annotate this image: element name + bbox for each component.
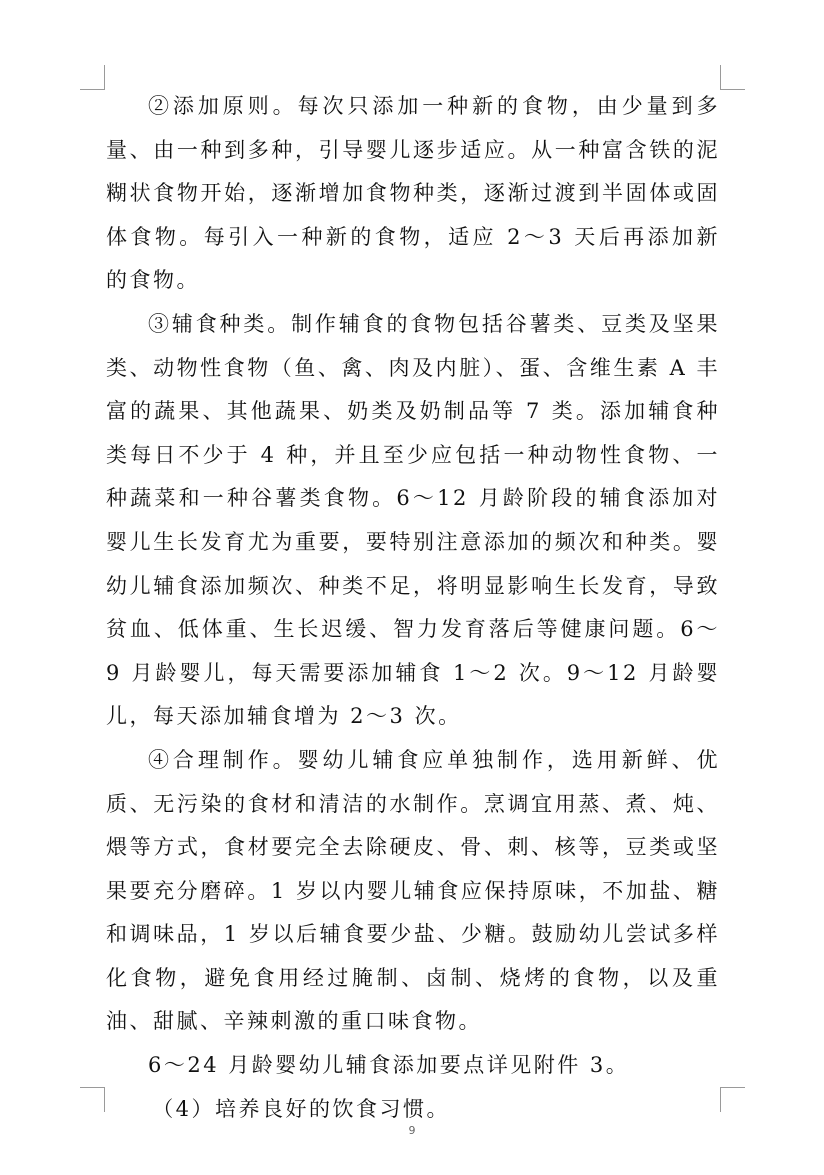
crop-mark-top-right	[720, 65, 745, 90]
crop-mark-bottom-left	[80, 1087, 105, 1112]
section-heading-eating-habits: （4）培养良好的饮食习惯。	[152, 1096, 451, 1121]
paragraph-appendix-reference: 6～24 月龄婴幼儿辅食添加要点详见附件 3。	[148, 1053, 630, 1078]
crop-mark-bottom-right	[720, 1087, 745, 1112]
paragraph-preparation: ④合理制作。婴幼儿辅食应单独制作，选用新鲜、优质、无污染的食材和清洁的水制作。烹调宜用蒸、煮、炖、煨等方式，食材要完全去除硬皮、骨、刺、核等，豆类或坚果要充分磨碎。1 岁以内婴儿辅食应保持原味，不加盐、糖和调味品，1 岁以后辅食要少盐、少糖。鼓励幼儿尝试多样化食物，避免食用经过腌制、卤制、烧烤的食物，以及重油、甜腻、辛辣刺激的重口味食物。	[106, 747, 720, 1034]
paragraph-food-types: ③辅食种类。制作辅食的食物包括谷薯类、豆类及坚果类、动物性食物（鱼、禽、肉及内脏）、蛋、含维生素 A 丰富的蔬果、其他蔬果、奶类及奶制品等 7 类。添加辅食种类每日不少于 4 种，并且至少应包括一种动物性食物、一种蔬菜和一种谷薯类食物。6～12 月龄阶段的辅食添加对婴儿生长发育尤为重要，要特别注意添加的频次和种类。婴幼儿辅食添加频次、种类不足，将明显影响生长发育，导致贫血、低体重、生长迟缓、智力发育落后等健康问题。6～9 月龄婴儿，每天需要添加辅食 1～2 次。9～12 月龄婴儿，每天添加辅食增为 2～3 次。	[106, 311, 720, 729]
page-number: 9	[408, 1124, 416, 1137]
document-body	[106, 85, 720, 1131]
paragraph-addition-principle: ②添加原则。每次只添加一种新的食物，由少量到多量、由一种到多种，引导婴儿逐步适应。从一种富含铁的泥糊状食物开始，逐渐增加食物种类，逐渐过渡到半固体或固体食物。每引入一种新的食物，适应 2～3 天后再添加新的食物。	[106, 94, 720, 293]
crop-mark-top-left	[80, 65, 105, 90]
